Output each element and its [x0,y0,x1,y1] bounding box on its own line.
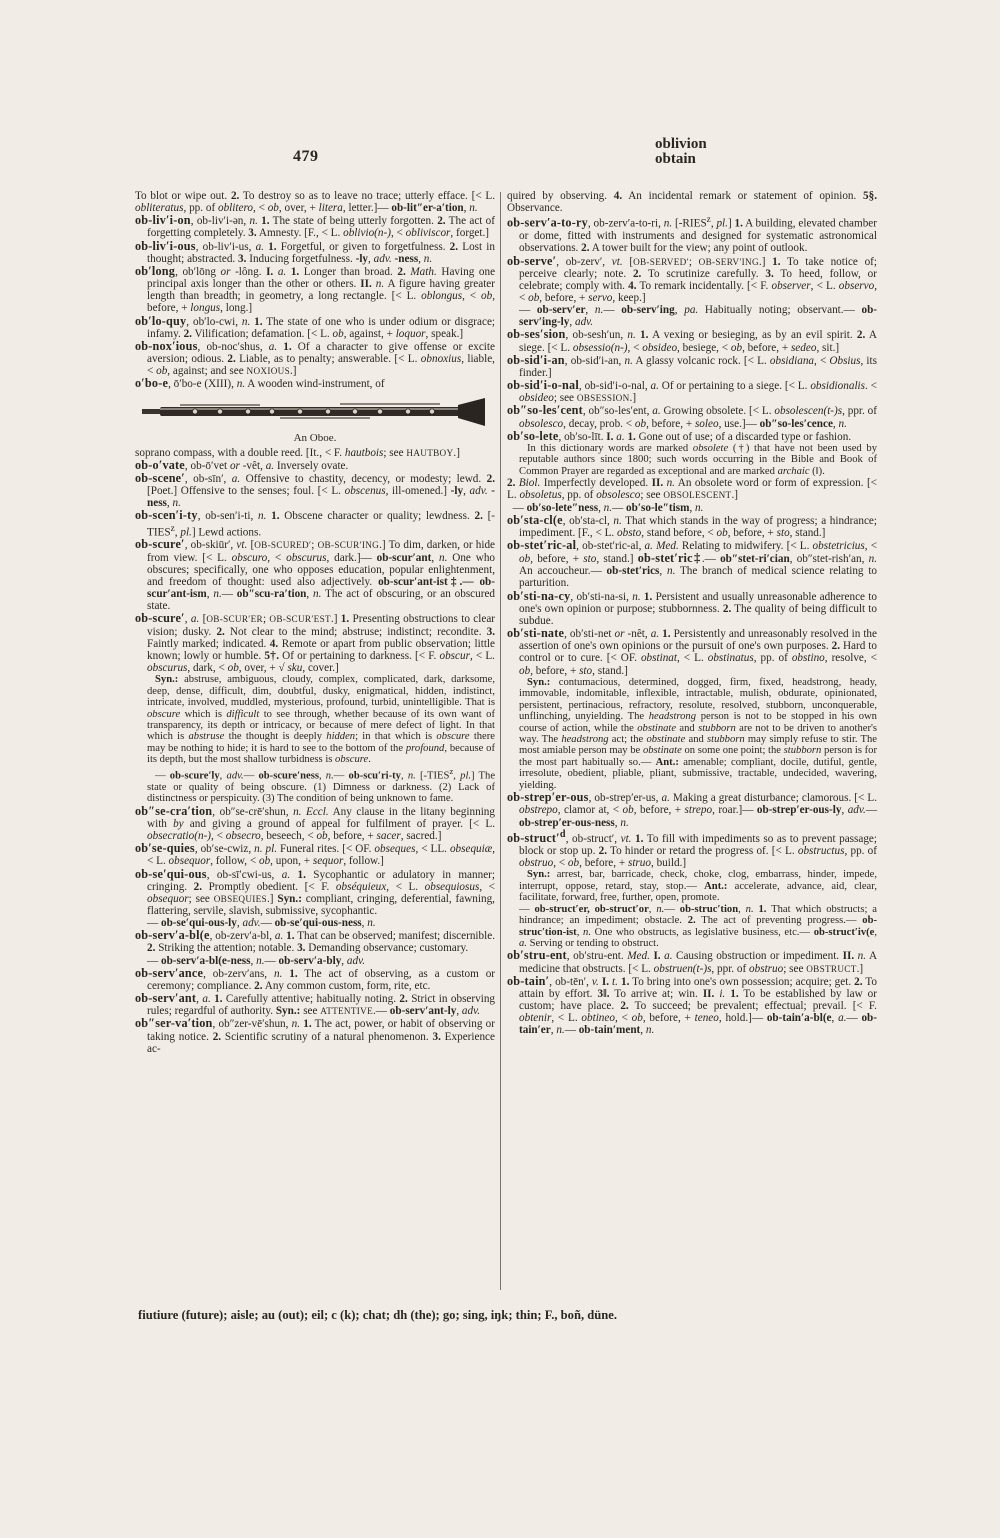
entry-obsession: ob-ses′sion, ob-sesh′un, n. 1. A vexing or besieging, as by an evil spirit. 2. A siege. [< L. obsessio(n-), < obsideo, besiege, < ob, before, + sedeo, sit.] [507,327,878,354]
entry-continuation: To blot or wipe out. 2. To destroy so as to leave no trace; utterly efface. [< L. obliteratus, pp. of oblitero, < ob, over, + litera, letter.]— ob-lit″er-a′tion, n. [135,190,495,215]
entry-obstacle: ob′sta-cl(e, ob′sta-cl, n. That which stands in the way of progress; a hindrance; impediment. [F., < L. obsto, stand before, < ob, before, + sto, stand.] [507,512,877,539]
guide-word-first: oblivion [655,136,707,152]
synonyms-obscure: Syn.: abstruse, ambiguous, cloudy, complex, complicated, dark, darksome, deep, dense, difficult, dim, doubtful, dusky, enigmatical, hidden, indistinct, intricate, involved, muddled, mysterious, profound, turbid, unintelligible. That is obscure which is difficult to see through, whether because of its own want of transparency, its depth or intricacy, or because of mere defect of light. In that which is abstruse the thought is deeply hidden; in that which is obscure there may be nothing to hide; it is hard to see to the bottom of the profound, because of its depth, but the most shallow turbidness is obscure. [147,674,495,766]
entry-obscene: ob-scene′, ob-sīn′, a. Offensive to chastity, decency, or modesty; lewd. 2. [Poet.] Offensive to the senses; foul. [< L. obscenus, ill-omened.] -ly, adv. -ness, n. [135,470,495,510]
synonyms-obstinate: Syn.: contumacious, determined, dogged, firm, fixed, headstrong, heady, immovable, indomitable, inflexible, intractable, mulish, obdurate, opinionated, persistent, pertinacious, refractory, resolute, resolved, stubborn, unconquerable, unflinching, unyielding. The headstrong person is not to be stopped in his own course of action, while the obstinate and stubborn are not to be driven to another's way. The headstrong act; the obstinate and stubborn may simply refuse to stir. The most amiable person may be obstinate on some one point; the stubborn person is for the most part habitually so.— Ant.: amenable; compliant, docile, dutiful, gentle, irresolute, obedient, pliable, pliant, submissive, tractable, undecided, wavering, yielding. [519,676,878,791]
entry-obstruct: $ob-struct'^d$, ob-struct′, vt. 1. To fill with impediments so as to prevent passage; block or stop up. 2. To hinder or retard the progress of. [< L. obstructus, pp. of obstruo, < ob, before, + struo, build.] [507,828,878,870]
entry-obstinacy: ob′sti-na-cy, ob′sti-na-si, n. 1. Persistent and usually unreasonable adherence to one's own opinion or purpose; stubbornness. 2. The quality of being difficult to subdue. [507,588,878,627]
column-divider [500,192,501,1290]
entry-oblong: ob′long, ob′lōng or -lông. I. a. 1. Longer than broad. 2. Math. Having one principal axis longer than the other or others. II. n. A figure having greater length than breadth; in geometry, a long rectangle. [< L. oblongus, < ob, before, + longus, long.] [135,263,496,315]
entry-obstetrical: ob-stet′ric-al, ob-stet′ric-al, a. Med. Relating to midwifery. [< L. obstetricius, < ob, before, + sto, stand.] ob-stet′ric‡.— ob″stet-ri′cian, ob″stet-rish′an, n. An accoucheur.— ob-stet′rics, n. The branch of medical science relating to parturition. [507,538,878,590]
entry-observatory: ob-serv′a-to-ry, ob-zerv′a-to-ri, n. [-RIES$^z$, pl.] 1. A building, elevated chamber or dome, fitted with instruments and designed for systematic astronomical observations. 2. A tower built for the view; any point of outlook. [507,215,877,255]
right-column [507,190,877,1037]
entry-obscenity: ob-scen′i-ty, ob-sen′i-ti, n. 1. Obscene character or quality; lewdness. 2. [-TIES$^z$, pl.] Lewd actions. [135,508,496,539]
synonyms-obstruct: Syn.: arrest, bar, barricade, check, choke, clog, embarrass, hinder, impede, interrupt, oppose, retard, stay, stop.— Ant.: accelerate, advance, aid, clear, facilitate, forward, free, further, open, promote. — ob-struct′er, ob-struct′or, n.— ob-struc′tion, n. 1. That which obstructs; a hindrance; an impediment; obstacle. 2. The act of preventing progress.— ob-struc′tion-ist, n. One who obstructs, as legislative business, etc.— ob-struct′iv(e, a. Serving or tending to obstruct. [519,869,877,949]
entry-obsidional: ob-sid′i-o-nal, ob-sid′i-o-nal, a. Of or pertaining to a siege. [< L. obsidionalis. < obsideo; see OBSESSION.] [507,378,877,405]
entry-obstruent: ob′stru-ent, ob′stru-ent. Med. I. a. Causing obstruction or impediment. II. n. A medicine that obstructs. [< L. obstruen(t-)s, ppr. of obstruo; see OBSTRUCT.] [507,948,878,975]
guide-word-last: obtain [655,151,696,167]
entry-oblivion: ob-liv′i-on, ob-liv′i-ən, n. 1. The state of being utterly forgotten. 2. The act of forgetting completely. 3. Amnesty. [F., < L. oblivio(n-), < obliviscor, forget.] [135,213,495,240]
entry-observable: ob-serv′a-bl(e, ob-zerv′a-bl, a. 1. That can be observed; manifest; discernible. 2. Striking the attention; notable. 3. Demanding observance; customary. — ob-serv′a-bl(e-ness, n.— ob-serv′a-bly, adv. [135,928,496,967]
left-column [135,190,495,1055]
entry-obtain: ob-tain′, ob-tēn′, v. I. t. 1. To bring into one's own possession; acquire; get. 2. To attain by effort. 3‖. To arrive at; win. II. i. 1. To be established by law or custom; have place. 2. To succeed; be prevalent; effectual; prevail. [< F. obtenir, < L. obtineo, < ob, before, + teneo, hold.]— ob-tain′a-bl(e, a.— ob-tain′er, n.— ob-tain′ment, n. [507,973,878,1037]
entry-obsecration: ob″se-cra′tion, ob″se-crē′shun, n. Eccl. Any clause in the litany beginning with by and giving a ground of appeal for fulfilment of prayer. [< L. obsecratio(n-), < obsecro, beseech, < ob, before, + sacer, sacred.] [135,803,496,843]
entry-continuation: soprano compass, with a double reed. [It., < F. hautbois; see HAUTBOY.] [135,446,460,459]
entry-obscure-adj: ob-scure′, a. [OB-SCUR′ER; OB-SCUR′EST.] 1. Presenting obstructions to clear vision; dusky. 2. Not clear to the mind; abstruse; indistinct; recondite. 3. Faintly marked; indicated. 4. Remote or apart from public observation; little known; lowly or humble. 5†. Of or pertaining to darkness. [< F. obscur, < L. obscurus, dark, < ob, over, + √ sku, cover.] [135,611,496,675]
oboe-icon [140,395,490,429]
page-number: 479 [293,148,319,165]
figure-caption: An Oboe. [293,431,337,444]
entry-obloquy: ob′lo-quy, ob′lo-cwi, n. 1. The state of one who is under odium or disgrace; infamy. 2. Vilification; defamation. [< L. ob, against, + loquor, speak.] [135,313,496,340]
guide-words [655,137,707,167]
entry-obsolete: ob′so-lete, ob′so-līt. I. a. 1. Gone out of use; of a discarded type or fashion. [507,428,852,443]
entry-obsolescent: ob″so-les′cent, ob″so-les′ent, a. Growing obsolete. [< L. obsolescen(t-)s, ppr. of obsolesco, decay, prob. < ob, before, + soleo, use.]— ob″so-les′cence, n. [507,403,877,430]
entry-oboe: o′bo-e, ō′bo-e (XIII), n. A wooden wind-instrument, of [135,376,385,391]
entry-obnoxious: ob-nox′ious, ob-noc′shus, a. 1. Of a character to give offense or excite aversion; odious. 2. Liable, as to penalty; answerable. [< L. obnoxius, liable, < ob, against; and see NOXIOUS.] [135,338,495,378]
entry-oblivious: ob-liv′i-ous, ob-liv′i-us, a. 1. Forgetful, or given to forgetfulness. 2. Lost in thought; abstracted. 3. Inducing forgetfulness. -ly, adv. -ness, n. [135,238,495,265]
entry-observance: ob-serv′ance, ob-zerv′ans, n. 1. The act of observing, as a custom or ceremony; compliance. 2. Any common custom, form, rite, etc. [135,965,496,992]
entry-obstinate: ob′sti-nate, ob′sti-net or -nêt, a. 1. Persistently and unreasonably resolved in the assertion of one's own opinions or the pursuit of one's own purposes. 2. Hard to control or to cure. [< OF. obstinat, < L. obstinatus, pp. of obstino, resolve, < ob, before, + sto, stand.] [507,626,877,677]
entry-obscurely: — ob-scure′ly, adv.— ob-scure′ness, n.— ob-scu′ri-ty, n. [-TIES$^z$, pl.] The state or quality of being obscure. (1) Dimness or darkness. (2) Lack of distinctness or perspicuity. (3) The condition of being unknown to fame. [147,765,496,805]
entry-observe: ob-serve′, ob-zerv′, vt. [OB-SERVED′; OB-SERV′ING.] 1. To take notice of; perceive clearly; note. 2. To scrutinize carefully. 3. To heed, follow, or celebrate; comply with. 4. To remark incidentally. [< F. observer, < L. observo, < ob, before, + servo, keep.] — ob-serv′er, n.— ob-serv′ing, pa. Habitually noting; observant.— ob-serv′ing-ly, adv. [507,253,878,329]
pronunciation-key: fiutiure (future); aisle; au (out); eil; c (k); chat; dh (the); go; sing, iŋk; thin; F., boñ, düne. [138,1308,618,1322]
entry-obstreperous: ob-strep′er-ous, ob-strep′er-us, a. Making a great disturbance; clamorous. [< L. obstrepo, clamor at, < ob, before, + strepo, roar.]— ob-strep′er-ous-ly, adv.— ob-strep′er-ous-ness, n. [507,790,878,829]
entry-obsidian: ob-sid′i-an, ob-sid′i-an, n. A glassy volcanic rock. [< L. obsidiana, < Obsius, its finder.] [507,352,878,379]
entry-obsequies: ob′se-quies, ob′se-cwiz, n. pl. Funeral rites. [< OF. obseques, < LL. obsequiæ, < L. obsequor, follow, < ob, upon, + sequor, follow.] [135,841,496,868]
oboe-illustration [135,395,495,444]
entry-obsequious: ob-se′qui-ous, ob-sī′cwi-us, a. 1. Sycophantic or adulatory in manner; cringing. 2. Promptly obedient. [< F. obséquieux, < L. obsequiosus, < obsequor; see OBSEQUIES.] Syn.: compliant, cringing, deferential, fawning, flattering, servile, slavish, submissive, sycophantic. — ob-se′qui-ous-ly, adv.— ob-se′qui-ous-ness, n. [135,866,495,930]
entry-observant: ob-serv′ant, a. 1. Carefully attentive; habitually noting. 2. Strict in observing rules; regardful of authority. Syn.: see ATTENTIVE.— ob-serv′ant-ly, adv. [135,991,496,1018]
entry-obscure-verb: ob-scure′, ob-skiūr′, vt. [OB-SCURED′; OB-SCUR′ING.] To dim, darken, or hide from view. [< L. obscuro, < obscurus, dark.]— ob-scur′ant, n. One who obscures; specifically, one who opposes education, popular enlightenment, and freedom of thought: used also adjectively. ob-scur′ant-ist‡.— ob-scur′ant-ism, n.— ob″scu-ra′tion, n. The act of obscuring, or an obscured state. [135,537,496,613]
entry-observation: ob″ser-va′tion, ob″zer-vē′shun, n. 1. The act, power, or habit of observing or taking notice. 2. Scientific scrutiny of a natural phenomenon. 3. Experience ac- [135,1016,495,1055]
entry-obovate: ob-o′vate, ob-ō′vet or -vêt, a. Inversely ovate. [135,457,349,472]
entry-continuation: quired by observing. 4. An incidental remark or statement of opinion. 5§. Observance. [507,190,877,215]
note-obsolete: In this dictionary words are marked obsolete (†) that have not been used by reputable authors since 1800; such words occurring in the Bible and Book of Common Prayer are regarded as exceptional and are marked archaic (‖). [519,442,877,477]
entry-continuation: 2. Biol. Imperfectly developed. II. n. An obsolete word or form of expression. [< L. obsoletus, pp. of obsolesco; see OBSOLESCENT.] — ob′so-lete″ness, n.— ob′so-le″tism, n. [507,477,877,514]
